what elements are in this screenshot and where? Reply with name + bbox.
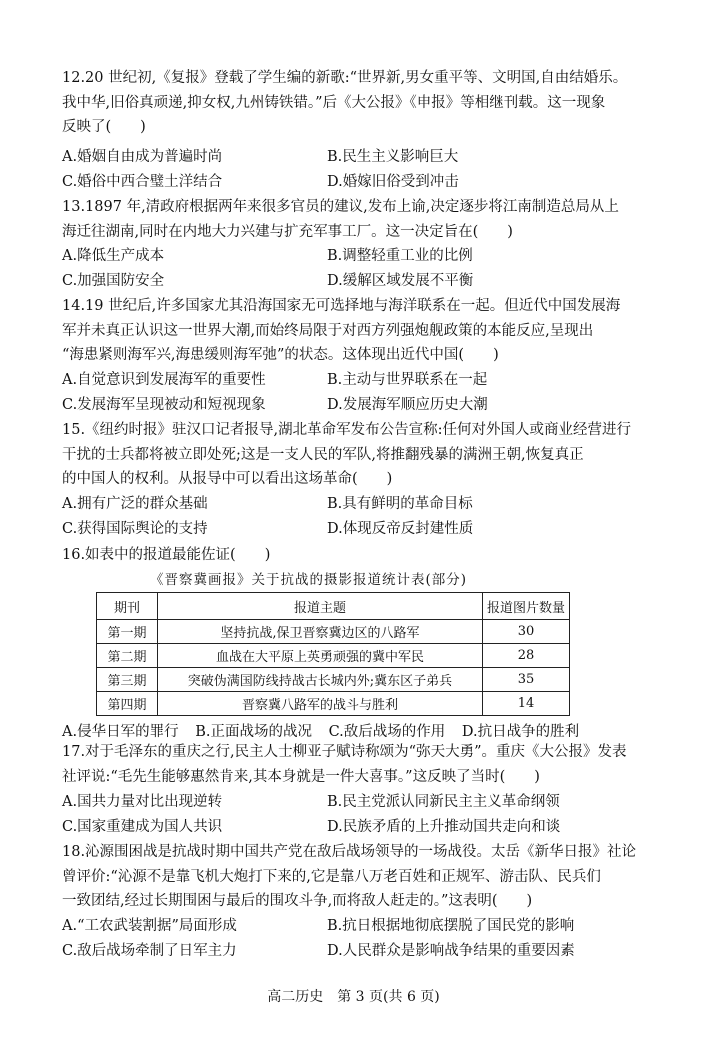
question-14-options	[62, 368, 662, 418]
cell-issue: 第四期	[97, 692, 158, 716]
header-issue: 期刊	[97, 593, 158, 620]
option-d[interactable]: D.民族矛盾的上升推动国共走向和谈	[327, 818, 561, 835]
option-b[interactable]: B.具有鲜明的革命目标	[327, 496, 473, 512]
question-15-options	[62, 492, 662, 542]
question-17	[62, 740, 650, 789]
header-count: 报道图片数量	[483, 593, 570, 620]
question-line: 13.1897 年,清政府根据两年来很多官员的建议,发布上谕,决定逐步将江南制造总局从上	[62, 199, 619, 215]
option-a[interactable]: A.拥有广泛的群众基础	[62, 496, 208, 512]
question-16-options	[62, 720, 589, 741]
cell-count: 30	[483, 620, 570, 644]
question-line: 15.《纽约时报》驻汉口记者报导,湖北革命军发布公告宣称:任何对外国人或商业经营进行	[62, 422, 632, 438]
question-line: 干扰的士兵都将被立即处死;这是一支人民的军队,将推翻残暴的满洲王朝,恢复真正	[62, 446, 584, 463]
option-a[interactable]: A.“工农武装割据”局面形成	[62, 918, 237, 934]
option-d[interactable]: D.人民群众是影响战争结果的重要因素	[327, 942, 575, 959]
option-c[interactable]: C.敌后战场的作用	[328, 724, 446, 740]
question-line: 的中国人的权利。从报导中可以看出这场革命( )	[62, 471, 393, 488]
table-header-row	[97, 593, 570, 620]
question-line: 14.19 世纪后,许多国家尤其沿海国家无可选择地与海洋联系在一起。但近代中国发展海	[62, 298, 621, 314]
cell-topic: 突破伪满国防线持战古长城内外;冀东区子弟兵	[158, 668, 483, 692]
question-18-options	[62, 914, 662, 964]
option-a[interactable]: A.侵华日军的罪行	[62, 724, 179, 740]
option-a[interactable]: A.婚姻自由成为普遍时尚	[62, 149, 223, 165]
question-15	[62, 418, 650, 492]
question-18	[62, 840, 650, 914]
option-c[interactable]: C.敌后战场牵制了日军主力	[62, 942, 237, 959]
option-b[interactable]: B.民主党派认同新民主主义革命纲领	[327, 794, 560, 810]
question-line: 军并未真正认识这一世界大潮,而始终局限于对西方列强炮舰政策的本能反应,呈现出	[62, 322, 594, 339]
question-14	[62, 294, 650, 368]
question-line: 海迁往湖南,同时在内地大力兴建与扩充军事工厂。这一决定旨在( )	[62, 223, 513, 240]
cell-issue: 第二期	[97, 644, 158, 668]
option-b[interactable]: B.主动与世界联系在一起	[327, 372, 488, 388]
question-line: 12.20 世纪初,《复报》登载了学生编的新歌:“世界新,男女重平等、文明国,自由结婚乐。	[62, 70, 628, 86]
question-line: 反映了( )	[62, 119, 146, 136]
question-line: “海患紧则海军兴,海患缓则海军弛”的状态。这体现出近代中国( )	[62, 347, 499, 364]
question-17-options	[62, 790, 662, 840]
table-row	[97, 692, 570, 716]
option-d[interactable]: D.抗日战争的胜利	[461, 724, 580, 740]
cell-count: 35	[483, 668, 570, 692]
table-row	[97, 644, 570, 668]
option-c[interactable]: C.发展海军呈现被动和短视现象	[62, 396, 266, 413]
option-a[interactable]: A.国共力量对比出现逆转	[62, 794, 223, 810]
question-line: 一致团结,经过长期围困与最后的围攻斗争,而将敌人赶走的。”这表明( )	[62, 893, 533, 910]
question-13-options	[62, 244, 662, 294]
option-d[interactable]: D.发展海军顺应历史大潮	[327, 396, 488, 413]
report-table	[96, 592, 570, 716]
option-b[interactable]: B.抗日根据地彻底摆脱了国民党的影响	[327, 918, 575, 934]
header-topic: 报道主题	[158, 593, 483, 620]
cell-count: 28	[483, 644, 570, 668]
question-line: 我中华,旧俗真顽递,抑女权,九州铸铁错。”后《大公报》《申报》等相继刊载。这一现象	[62, 94, 606, 111]
cell-topic: 晋察冀八路军的战斗与胜利	[158, 692, 483, 716]
table-title: 《晋察冀画报》关于抗战的摄影报道统计表(部分)	[150, 572, 468, 588]
option-d[interactable]: D.缓解区域发展不平衡	[327, 272, 474, 289]
question-line: 18.沁源围困战是抗战时期中国共产党在敌后战场领导的一场战役。太岳《新华日报》社论	[62, 844, 637, 860]
option-c[interactable]: C.婚俗中西合璧土洋结合	[62, 173, 223, 190]
option-c[interactable]: C.加强国防安全	[62, 272, 165, 289]
cell-issue: 第一期	[97, 620, 158, 644]
option-a[interactable]: A.降低生产成本	[62, 248, 165, 264]
option-d[interactable]: D.体现反帝反封建性质	[327, 520, 474, 537]
question-13	[62, 195, 650, 244]
table-row	[97, 620, 570, 644]
cell-issue: 第三期	[97, 668, 158, 692]
question-line: 社评说:“毛先生能够惠然肯来,其本身就是一件大喜事。”这反映了当时( )	[62, 768, 540, 785]
table-row	[97, 668, 570, 692]
option-b[interactable]: B.正面战场的战况	[195, 724, 312, 740]
page-footer: 高二历史 第 3 页(共 6 页)	[267, 989, 440, 1005]
question-line: 17.对于毛泽东的重庆之行,民主人士柳亚子赋诗称颂为“弥天大勇”。重庆《大公报》发表	[62, 744, 627, 760]
option-c[interactable]: C.国家重建成为国人共识	[62, 818, 223, 835]
cell-topic: 血战在大平原上英勇顽强的冀中军民	[158, 644, 483, 668]
question-line: 16.如表中的报道最能佐证( )	[62, 547, 271, 563]
question-12	[62, 66, 650, 140]
option-d[interactable]: D.婚嫁旧俗受到冲击	[327, 173, 459, 190]
option-b[interactable]: B.调整轻重工业的比例	[327, 248, 473, 264]
question-12-options	[62, 145, 662, 195]
question-line: 曾评价:“沁源不是靠飞机大炮打下来的,它是靠八万老百姓和正规军、游击队、民兵们	[62, 868, 601, 885]
cell-count: 14	[483, 692, 570, 716]
cell-topic: 坚持抗战,保卫晋察冀边区的八路军	[158, 620, 483, 644]
question-16	[62, 543, 650, 568]
option-a[interactable]: A.自觉意识到发展海军的重要性	[62, 372, 266, 388]
option-c[interactable]: C.获得国际舆论的支持	[62, 520, 208, 537]
option-b[interactable]: B.民生主义影响巨大	[327, 149, 459, 165]
